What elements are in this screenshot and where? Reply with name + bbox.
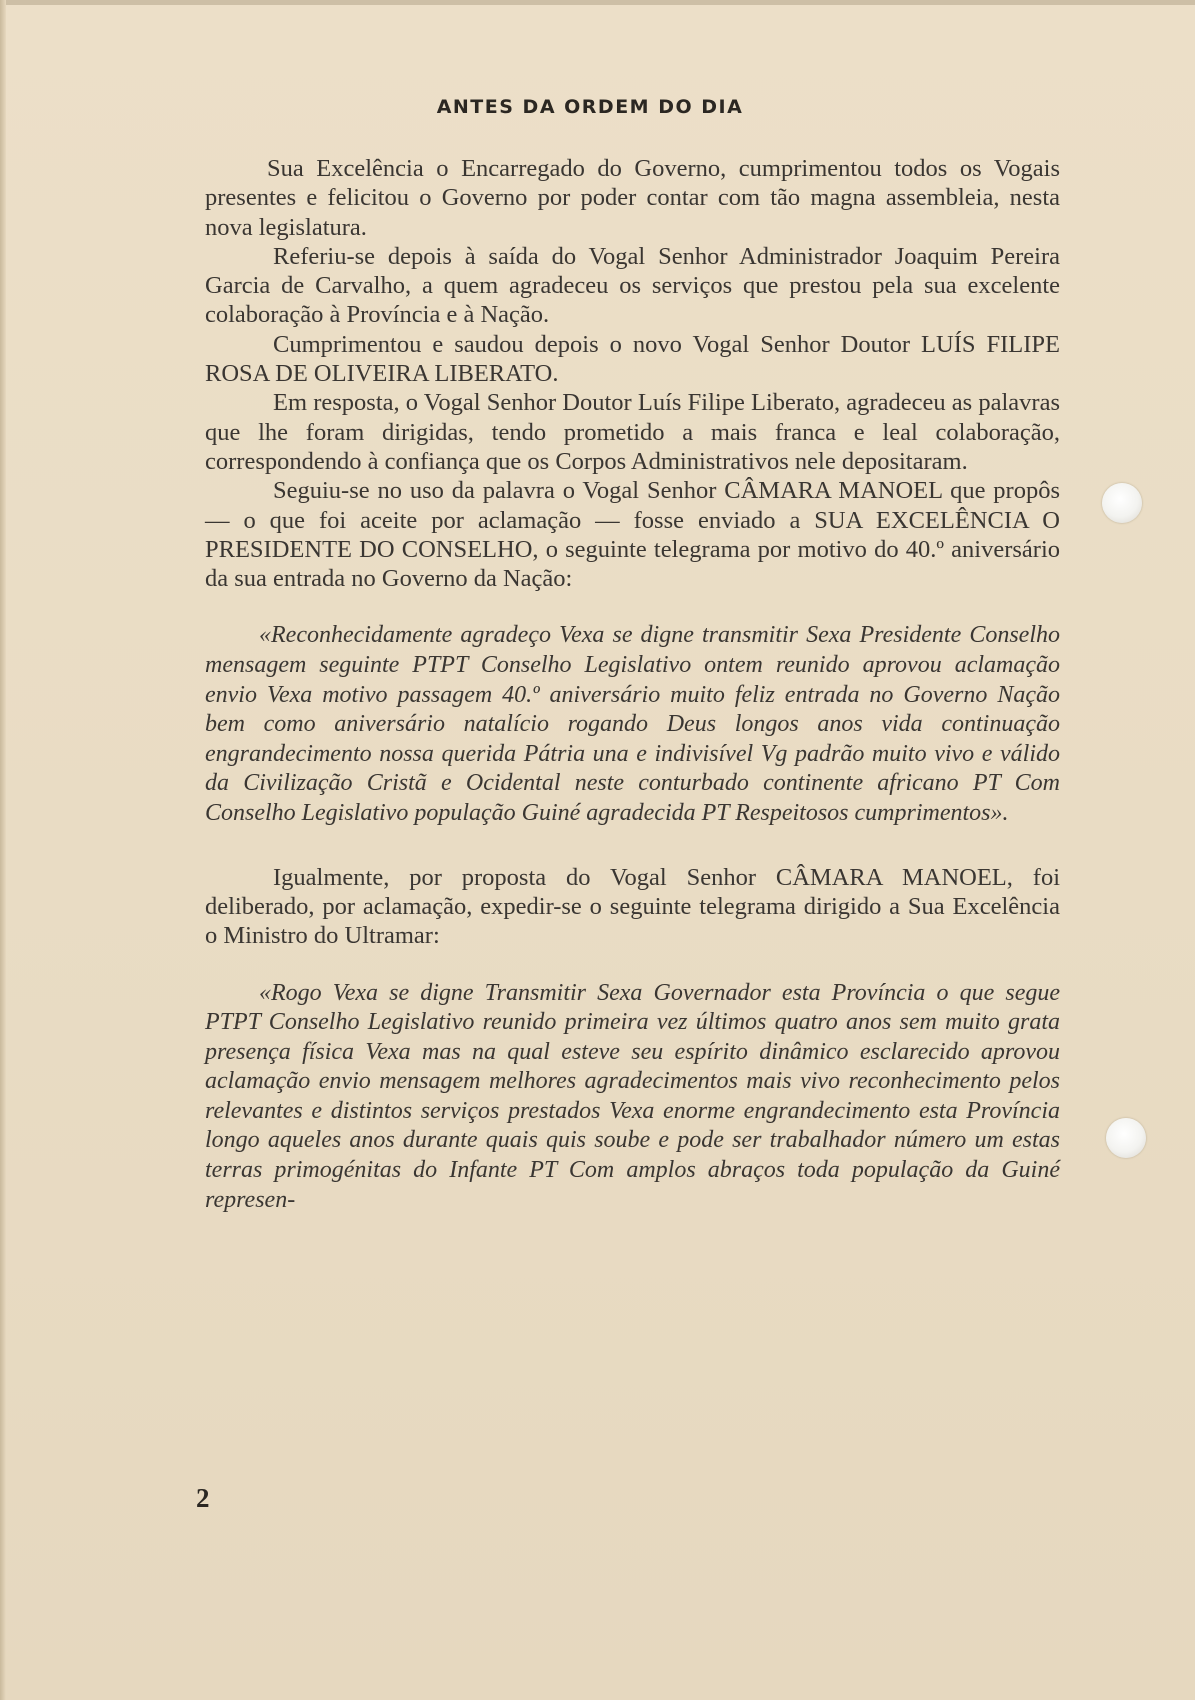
paragraph: Em resposta, o Vogal Senhor Doutor Luís Filipe Liberato, agradeceu as palavras que lhe foram dirigidas, tendo prometido a mais franca e leal colaboração, correspondendo à confiança que os Corpos Administrativos nele depositaram. [205,389,1060,475]
paragraph: Sua Excelência o Encarregado do Governo, cumprimentou todos os Vogais presentes e felicitou o Governo por poder contar com tão magna assembleia, nesta nova legislatura. [205,155,1060,241]
section-heading: ANTES DA ORDEM DO DIA [436,96,744,118]
punch-hole [1102,483,1142,523]
telegram-quote: «Rogo Vexa se digne Transmitir Sexa Governador esta Província o que segue PTPT Conselho Legislativo reunido primeira vez últimos quatro anos sem muito grata presença física Vexa mas na qual esteve seu espírito dinâmico esclarecido aprovou aclamação envio mensagem melhores agradecimentos mais vivo reconhecimento pelos relevantes e distintos serviços prestados Vexa enorme engrandecimento esta Província longo aqueles anos durante quais quis soube e pode ser trabalhador número um estas terras primogénitas do Infante PT Com amplos abraços toda população da Guiné represen- [205,979,1060,1213]
paragraph: Cumprimentou e saudou depois o novo Vogal Senhor Doutor LUÍS FILIPE ROSA DE OLIVEIRA LIBERATO. [205,330,1060,388]
paragraph: Igualmente, por proposta do Vogal Senhor CÂMARA MANOEL, foi deliberado, por aclamação, expedir-se o seguinte telegrama dirigido a Sua Excelência o Ministro do Ultramar: [205,863,1060,950]
paragraph: Referiu-se depois à saída do Vogal Senhor Administrador Joaquim Pereira Garcia de Carvalho, a quem agradeceu os serviços que prestou pela sua excelente colaboração à Província e à Nação. [205,242,1060,329]
page-number: 2 [196,1483,210,1513]
telegram-quote: «Reconhecidamente agradeço Vexa se digne transmitir Sexa Presidente Conselho mensagem seguinte PTPT Conselho Legislativo ontem reunido aprovou aclamação envio Vexa motivo passagem 40.º aniversário muito feliz entrada no Governo Nação bem como aniversário natalício rogando Deus longos anos vida continuação engrandecimento nossa querida Pátria una e indivisível Vg padrão muito vivo e válido da Civilização Cristã e Ocidental neste conturbado continente africano PT Com Conselho Legislativo população Guiné agradecida PT Respeitosos cumprimentos». [205,622,1060,827]
punch-hole [1106,1118,1146,1158]
paragraph: Seguiu-se no uso da palavra o Vogal Senhor CÂMARA MANOEL que propôs — o que foi aceite por aclamação — fosse enviado a SUA EXCELÊNCIA O PRESIDENTE DO CONSELHO, o seguinte telegrama por motivo do 40.º aniversário da sua entrada no Governo da Nação: [205,477,1060,593]
document-body [205,154,1060,1215]
page-left-edge [0,0,6,1700]
page-top-edge [0,0,1195,5]
